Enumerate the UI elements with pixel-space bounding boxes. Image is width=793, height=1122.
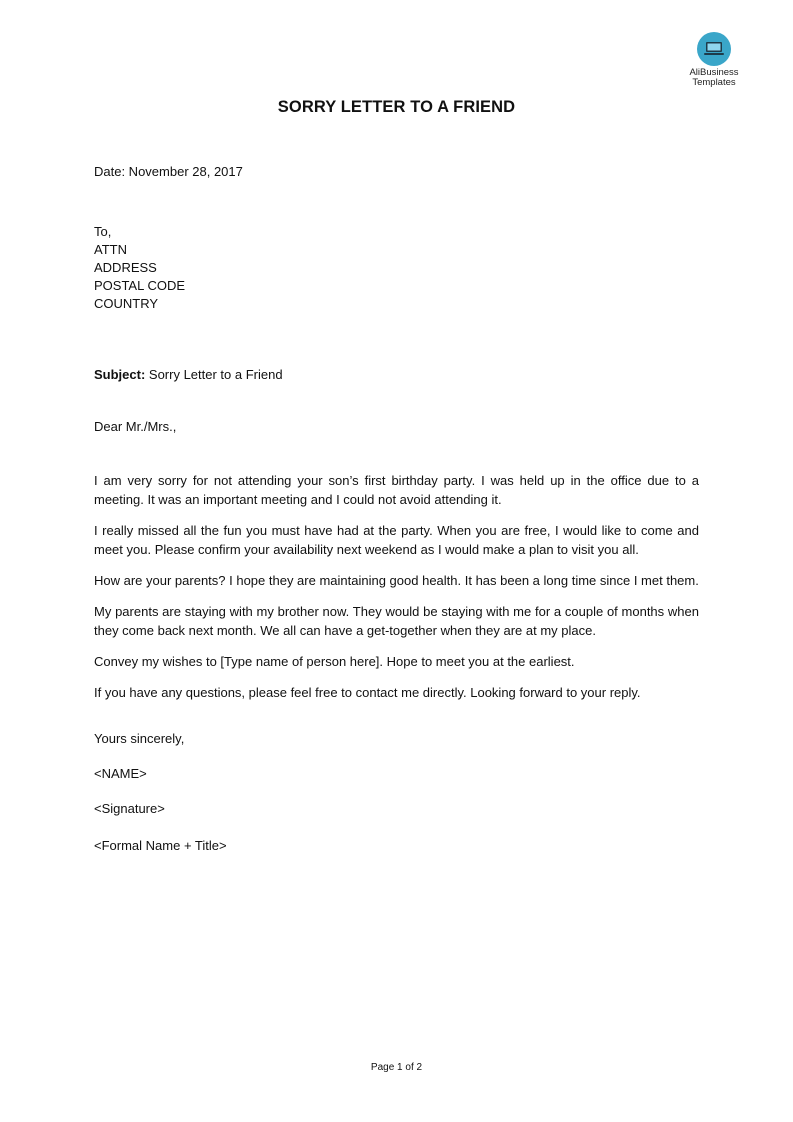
body-paragraph: My parents are staying with my brother now. They would be staying with me for a couple of months when they come back next month. We all can have a get-together when they are at my place. [94, 604, 699, 638]
sender-formal-title: <Formal Name + Title> [94, 838, 227, 853]
sender-name: <NAME> [94, 766, 147, 781]
recipient-address-block [94, 223, 699, 313]
body-paragraph: I really missed all the fun you must have had at the party. When you are free, I would like to come and meet you. Please confirm your availability next weekend as I would make a plan to visit you all. [94, 523, 699, 557]
company-logo [678, 32, 750, 88]
laptop-icon [704, 41, 724, 57]
closing-phrase: Yours sincerely, [94, 731, 185, 746]
address-to: To, [94, 224, 112, 239]
body-paragraph: If you have any questions, please feel free to contact me directly. Looking forward to your reply. [94, 685, 641, 700]
logo-badge [697, 32, 731, 66]
body-paragraph: I am very sorry for not attending your son’s first birthday party. I was held up in the office due to a meeting. It was an important meeting and I could not avoid attending it. [94, 473, 699, 507]
address-line: ADDRESS [94, 260, 157, 275]
logo-text [678, 68, 750, 88]
body-paragraph: How are your parents? I hope they are maintaining good health. It has been a long time since I met them. [94, 573, 699, 588]
salutation: Dear Mr./Mrs., [94, 419, 177, 434]
document-title: SORRY LETTER TO A FRIEND [277, 98, 516, 116]
logo-line-1: AliBusiness [689, 67, 739, 78]
letter-closing [94, 730, 699, 872]
subject-label: Subject: [94, 367, 146, 382]
body-paragraph: Convey my wishes to [Type name of person here]. Hope to meet you at the earliest. [94, 654, 575, 669]
sender-signature: <Signature> [94, 801, 165, 816]
address-country: COUNTRY [94, 296, 159, 311]
logo-line-2: Templates [692, 77, 736, 88]
address-attn: ATTN [94, 242, 127, 257]
subject-text: Sorry Letter to a Friend [145, 367, 283, 382]
letter-date: Date: November 28, 2017 [94, 164, 243, 179]
address-postal-code: POSTAL CODE [94, 278, 186, 293]
letter-body [94, 471, 699, 714]
page-number: Page 1 of 2 [370, 1062, 423, 1073]
subject-line [94, 366, 699, 384]
